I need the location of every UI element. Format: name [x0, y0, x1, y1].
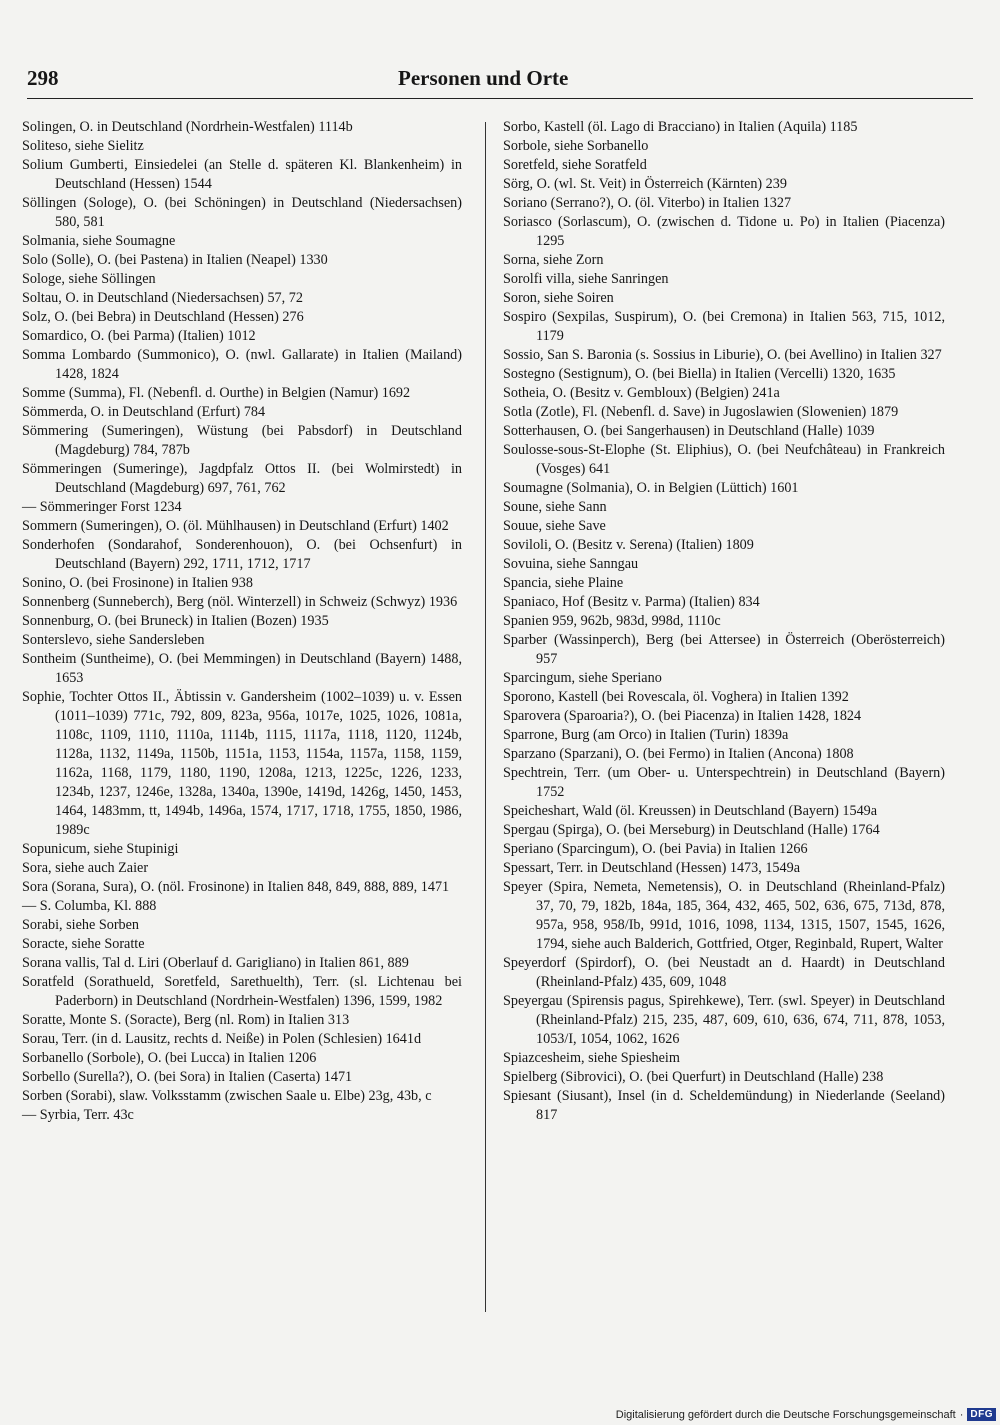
index-entry: Souue, siehe Save — [503, 518, 606, 534]
index-entry: Solingen, O. in Deutschland (Nordrhein-Westfalen) 1114b — [22, 119, 353, 135]
index-entry: Solmania, siehe Soumagne — [22, 233, 176, 249]
left-column — [22, 118, 462, 1125]
index-entry: Somma Lombardo (Summonico), O. (nwl. Gallarate) in Italien (Mailand) 1428, 1824 — [22, 347, 462, 382]
index-entry: Sorbo, Kastell (öl. Lago di Bracciano) in Italien (Aquila) 1185 — [503, 119, 858, 135]
index-entry: Soracte, siehe Soratte — [22, 936, 145, 952]
footer-text: Digitalisierung gefördert durch die Deutsche Forschungsgemeinschaft — [615, 1408, 956, 1421]
index-entry: Speicheshart, Wald (öl. Kreussen) in Deutschland (Bayern) 1549a — [503, 803, 878, 819]
index-entry: Sparber (Wassinperch), Berg (bei Attersee) in Österreich (Oberösterreich) 957 — [503, 632, 945, 667]
index-entry: Soumagne (Solmania), O. in Belgien (Lüttich) 1601 — [503, 480, 799, 496]
index-entry: Sovuina, siehe Sanngau — [503, 556, 639, 572]
index-entry: Speriano (Sparcingum), O. (bei Pavia) in Italien 1266 — [503, 841, 808, 857]
index-entry: Sonderhofen (Sondarahof, Sonderenhouon), O. (bei Ochsenfurt) in Deutschland (Bayern) 292, 1711, 1712, 1717 — [22, 537, 462, 572]
dfg-logo-icon: DFG — [967, 1408, 996, 1421]
index-entry: Sömmerda, O. in Deutschland (Erfurt) 784 — [22, 404, 266, 420]
index-entry: Sossio, San S. Baronia (s. Sossius in Liburie), O. (bei Avellino) in Italien 327 — [503, 347, 942, 363]
index-entry: Sonterslevo, siehe Sandersleben — [22, 632, 205, 648]
index-entry: Spechtrein, Terr. (um Ober- u. Unterspechtrein) in Deutschland (Bayern) 1752 — [503, 765, 945, 800]
index-entry: Soretfeld, siehe Soratfeld — [503, 157, 647, 173]
index-entry: Soune, siehe Sann — [503, 499, 607, 515]
index-entry: Sorolfi villa, siehe Sanringen — [503, 271, 669, 287]
index-entry: Somardico, O. (bei Parma) (Italien) 1012 — [22, 328, 256, 344]
index-entry: Spessart, Terr. in Deutschland (Hessen) 1473, 1549a — [503, 860, 801, 876]
index-entry: — Sömmeringer Forst 1234 — [22, 499, 182, 515]
index-entry: Sonnenburg, O. (bei Bruneck) in Italien (Bozen) 1935 — [22, 613, 329, 629]
index-entry: Sophie, Tochter Ottos II., Äbtissin v. Gandersheim (1002–1039) u. v. Essen (1011–1039) 771c, 792, 809, 823a, 956a, 1017e, 1025, 1026, 1081a, 1108c, 1109, 1110, 1110a, 1114b, 1115, 1117a, 1118, 1120, 1124b, 1128a, 1132, 1149a, 1150b, 1151a, 1153, 1154a, 1157a, 1158, 1159, 1162a, 1168, 1179, 1180, 1190, 1208a, 1213, 1225c, 1226, 1233, 1234b, 1237, 1246e, 1328a, 1340a, 1390e, 1419d, 1426g, 1450, 1453, 1464, 1483mm, tt, 1494b, 1496a, 1574, 1717, 1718, 1755, 1850, 1986, 1989c — [22, 689, 462, 838]
index-entry: Solium Gumberti, Einsiedelei (an Stelle d. späteren Kl. Blankenheim) in Deutschland (Hessen) 1544 — [22, 157, 462, 192]
index-entry: Sparcingum, siehe Speriano — [503, 670, 662, 686]
index-entry: Sologe, siehe Söllingen — [22, 271, 156, 287]
index-entry: Sora, siehe auch Zaier — [22, 860, 149, 876]
index-entry: Sorau, Terr. (in d. Lausitz, rechts d. Neiße) in Polen (Schlesien) 1641d — [22, 1031, 422, 1047]
index-entry: Sostegno (Sestignum), O. (bei Biella) in Italien (Vercelli) 1320, 1635 — [503, 366, 896, 382]
index-entry: Solz, O. (bei Bebra) in Deutschland (Hessen) 276 — [22, 309, 304, 325]
index-entry: Sotla (Zotle), Fl. (Nebenfl. d. Save) in Jugoslawien (Slowenien) 1879 — [503, 404, 899, 420]
index-entry: Sorbanello (Sorbole), O. (bei Lucca) in Italien 1206 — [22, 1050, 317, 1066]
index-entry: Sorbello (Surella?), O. (bei Sora) in Italien (Caserta) 1471 — [22, 1069, 353, 1085]
index-entry: Speyer (Spira, Nemeta, Nemetensis), O. in Deutschland (Rheinland-Pfalz) 37, 70, 79, 182b, 184a, 185, 364, 432, 465, 502, 636, 675, 713d, 878, 957a, 958, 958/Ib, 991d, 1016, 1098, 1134, 1315, 1507, 1545, 1626, 1794, siehe auch Balderich, Gottfried, Otger, Reginbald, Rupert, Walter — [503, 879, 945, 952]
index-entry: Sopunicum, siehe Stupinigi — [22, 841, 179, 857]
index-entry: Sömmering (Sumeringen), Wüstung (bei Pabsdorf) in Deutschland (Magdeburg) 784, 787b — [22, 423, 462, 458]
index-entry: Sorna, siehe Zorn — [503, 252, 604, 268]
index-entry: Sotterhausen, O. (bei Sangerhausen) in Deutschland (Halle) 1039 — [503, 423, 875, 439]
footer-separator: · — [959, 1408, 964, 1421]
index-entry: Sora (Sorana, Sura), O. (nöl. Frosinone) in Italien 848, 849, 888, 889, 1471 — [22, 879, 450, 895]
index-entry: Sörg, O. (wl. St. Veit) in Österreich (Kärnten) 239 — [503, 176, 787, 192]
index-entry: Soliteso, siehe Sielitz — [22, 138, 144, 154]
index-entry: Soron, siehe Soiren — [503, 290, 614, 306]
index-entry: Soviloli, O. (Besitz v. Serena) (Italien) 1809 — [503, 537, 754, 553]
index-entry: Soltau, O. in Deutschland (Niedersachsen) 57, 72 — [22, 290, 303, 306]
page-number: 298 — [27, 66, 59, 90]
index-entry: Speyergau (Spirensis pagus, Spirehkewe), Terr. (swl. Speyer) in Deutschland (Rheinland-Pfalz) 215, 235, 487, 609, 610, 636, 674, 711, 878, 1053, 1053/I, 1054, 1062, 1626 — [503, 993, 945, 1047]
index-entry: Spiazcesheim, siehe Spiesheim — [503, 1050, 680, 1066]
index-entry: Somme (Summa), Fl. (Nebenfl. d. Ourthe) in Belgien (Namur) 1692 — [22, 385, 411, 401]
index-entry: Solo (Solle), O. (bei Pastena) in Italien (Neapel) 1330 — [22, 252, 328, 268]
index-entry: — S. Columba, Kl. 888 — [22, 898, 157, 914]
index-entry: Spanien 959, 962b, 983d, 998d, 1110c — [503, 613, 721, 629]
index-entry: Soulosse-sous-St-Elophe (St. Eliphius), O. (bei Neufchâteau) in Frankreich (Vosges) 641 — [503, 442, 945, 477]
footer — [616, 1408, 996, 1421]
index-entry: Speyerdorf (Spirdorf), O. (bei Neustadt an d. Haardt) in Deutschland (Rheinland-Pfalz) 435, 609, 1048 — [503, 955, 945, 990]
index-entry: Spiesant (Siusant), Insel (in d. Scheldemündung) in Niederlande (Seeland) 817 — [503, 1088, 945, 1123]
running-title: Personen und Orte — [398, 66, 569, 90]
index-entry: — Syrbia, Terr. 43c — [22, 1107, 134, 1123]
index-entry: Sporono, Kastell (bei Rovescala, öl. Voghera) in Italien 1392 — [503, 689, 849, 705]
index-entry: Sospiro (Sexpilas, Suspirum), O. (bei Cremona) in Italien 563, 715, 1012, 1179 — [503, 309, 945, 344]
index-entry: Sorben (Sorabi), slaw. Volksstamm (zwischen Saale u. Elbe) 23g, 43b, c — [22, 1088, 432, 1104]
index-entry: Sonino, O. (bei Frosinone) in Italien 938 — [22, 575, 253, 591]
index-entry: Soriasco (Sorlascum), O. (zwischen d. Tidone u. Po) in Italien (Piacenza) 1295 — [503, 214, 945, 249]
index-entry: Sontheim (Suntheime), O. (bei Memmingen) in Deutschland (Bayern) 1488, 1653 — [22, 651, 462, 686]
index-entry: Sotheia, O. (Besitz v. Gembloux) (Belgien) 241a — [503, 385, 780, 401]
index-entry: Sorana vallis, Tal d. Liri (Oberlauf d. Garigliano) in Italien 861, 889 — [22, 955, 409, 971]
index-entry: Sparrone, Burg (am Orco) in Italien (Turin) 1839a — [503, 727, 789, 743]
index-entry: Sömmeringen (Sumeringe), Jagdpfalz Ottos II. (bei Wolmirstedt) in Deutschland (Magdeburg) 697, 761, 762 — [22, 461, 462, 496]
index-entry: Sorbole, siehe Sorbanello — [503, 138, 649, 154]
header-rule — [27, 98, 973, 99]
index-entry: Sparzano (Sparzani), O. (bei Fermo) in Italien (Ancona) 1808 — [503, 746, 854, 762]
index-entry: Sorabi, siehe Sorben — [22, 917, 140, 933]
column-divider — [485, 122, 486, 1312]
index-entry: Spielberg (Sibrovici), O. (bei Querfurt) in Deutschland (Halle) 238 — [503, 1069, 884, 1085]
index-entry: Söllingen (Sologe), O. (bei Schöningen) in Deutschland (Niedersachsen) 580, 581 — [22, 195, 462, 230]
right-column — [503, 118, 945, 1125]
index-entry: Spancia, siehe Plaine — [503, 575, 624, 591]
index-entry: Soriano (Serrano?), O. (öl. Viterbo) in Italien 1327 — [503, 195, 792, 211]
index-entry: Sparovera (Sparoaria?), O. (bei Piacenza) in Italien 1428, 1824 — [503, 708, 862, 724]
index-entry: Sonnenberg (Sunneberch), Berg (nöl. Winterzell) in Schweiz (Schwyz) 1936 — [22, 594, 458, 610]
index-entry: Soratte, Monte S. (Soracte), Berg (nl. Rom) in Italien 313 — [22, 1012, 350, 1028]
index-entry: Sommern (Sumeringen), O. (öl. Mühlhausen) in Deutschland (Erfurt) 1402 — [22, 518, 449, 534]
index-entry: Soratfeld (Sorathueld, Soretfeld, Sarethuelth), Terr. (sl. Lichtenau bei Paderborn) in Deutschland (Nordrhein-Westfalen) 1396, 1599, 1982 — [22, 974, 462, 1009]
index-entry: Spaniaco, Hof (Besitz v. Parma) (Italien) 834 — [503, 594, 760, 610]
index-entry: Spergau (Spirga), O. (bei Merseburg) in Deutschland (Halle) 1764 — [503, 822, 880, 838]
